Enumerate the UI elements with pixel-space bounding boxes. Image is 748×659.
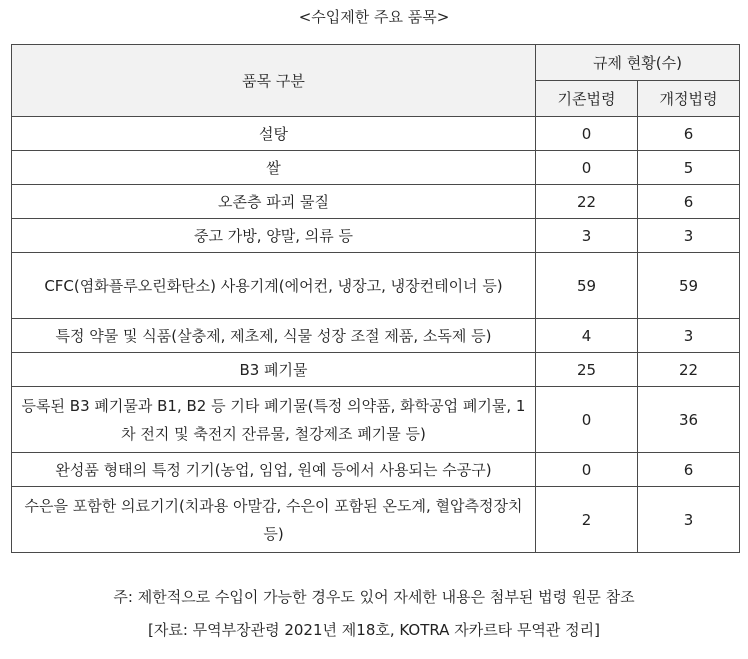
row-item: 완성품 형태의 특정 기기(농업, 임업, 원예 등에서 사용되는 수공구) [12, 453, 536, 487]
row-existing-count: 4 [536, 319, 638, 353]
table-row [12, 185, 740, 219]
table-row [12, 487, 740, 553]
table-header [12, 45, 740, 117]
row-item: 등록된 B3 폐기물과 B1, B2 등 기타 폐기물(특정 의약품, 화학공업 폐기물, 1차 전지 및 축전지 잔류물, 철강제조 폐기물 등) [12, 387, 536, 453]
row-revised-count: 59 [638, 253, 740, 319]
header-category: 품목 구분 [12, 45, 536, 117]
header-revised-law: 개정법령 [638, 81, 740, 117]
table-row [12, 151, 740, 185]
row-existing-count: 0 [536, 453, 638, 487]
row-item: CFC(염화플루오린화탄소) 사용기계(에어컨, 냉장고, 냉장컨테이너 등) [12, 253, 536, 319]
row-existing-count: 22 [536, 185, 638, 219]
row-existing-count: 25 [536, 353, 638, 387]
row-item: 중고 가방, 양말, 의류 등 [12, 219, 536, 253]
header-existing-law: 기존법령 [536, 81, 638, 117]
row-item: 수은을 포함한 의료기기(치과용 아말감, 수은이 포함된 온도계, 혈압측정장치 등) [12, 487, 536, 553]
row-revised-count: 22 [638, 353, 740, 387]
row-revised-count: 6 [638, 453, 740, 487]
source-note: [자료: 무역부장관령 2021년 제18호, KOTRA 자카르타 무역관 정리] [147, 621, 601, 639]
row-existing-count: 59 [536, 253, 638, 319]
row-item: 쌀 [12, 151, 536, 185]
row-revised-count: 3 [638, 487, 740, 553]
import-restriction-table [11, 44, 740, 553]
row-revised-count: 5 [638, 151, 740, 185]
row-revised-count: 6 [638, 185, 740, 219]
row-existing-count: 3 [536, 219, 638, 253]
row-item: 오존층 파괴 물질 [12, 185, 536, 219]
row-item: 설탕 [12, 117, 536, 151]
row-existing-count: 0 [536, 387, 638, 453]
row-revised-count: 3 [638, 219, 740, 253]
row-item: 특정 약물 및 식품(살충제, 제초제, 식물 성장 조절 제품, 소독제 등) [12, 319, 536, 353]
row-revised-count: 6 [638, 117, 740, 151]
table-title: <수입제한 주요 품목> [298, 8, 450, 26]
table-body [12, 117, 740, 553]
table-row [12, 319, 740, 353]
row-existing-count: 2 [536, 487, 638, 553]
row-existing-count: 0 [536, 151, 638, 185]
footnote: 주: 제한적으로 수입이 가능한 경우도 있어 자세한 내용은 첨부된 법령 원문 참조 [113, 588, 635, 606]
table-row [12, 117, 740, 151]
row-item: B3 폐기물 [12, 353, 536, 387]
table-row [12, 353, 740, 387]
table-row [12, 387, 740, 453]
table-row [12, 219, 740, 253]
table-row [12, 453, 740, 487]
row-revised-count: 3 [638, 319, 740, 353]
table-row [12, 253, 740, 319]
row-existing-count: 0 [536, 117, 638, 151]
header-regulation-status: 규제 현황(수) [536, 45, 740, 81]
row-revised-count: 36 [638, 387, 740, 453]
